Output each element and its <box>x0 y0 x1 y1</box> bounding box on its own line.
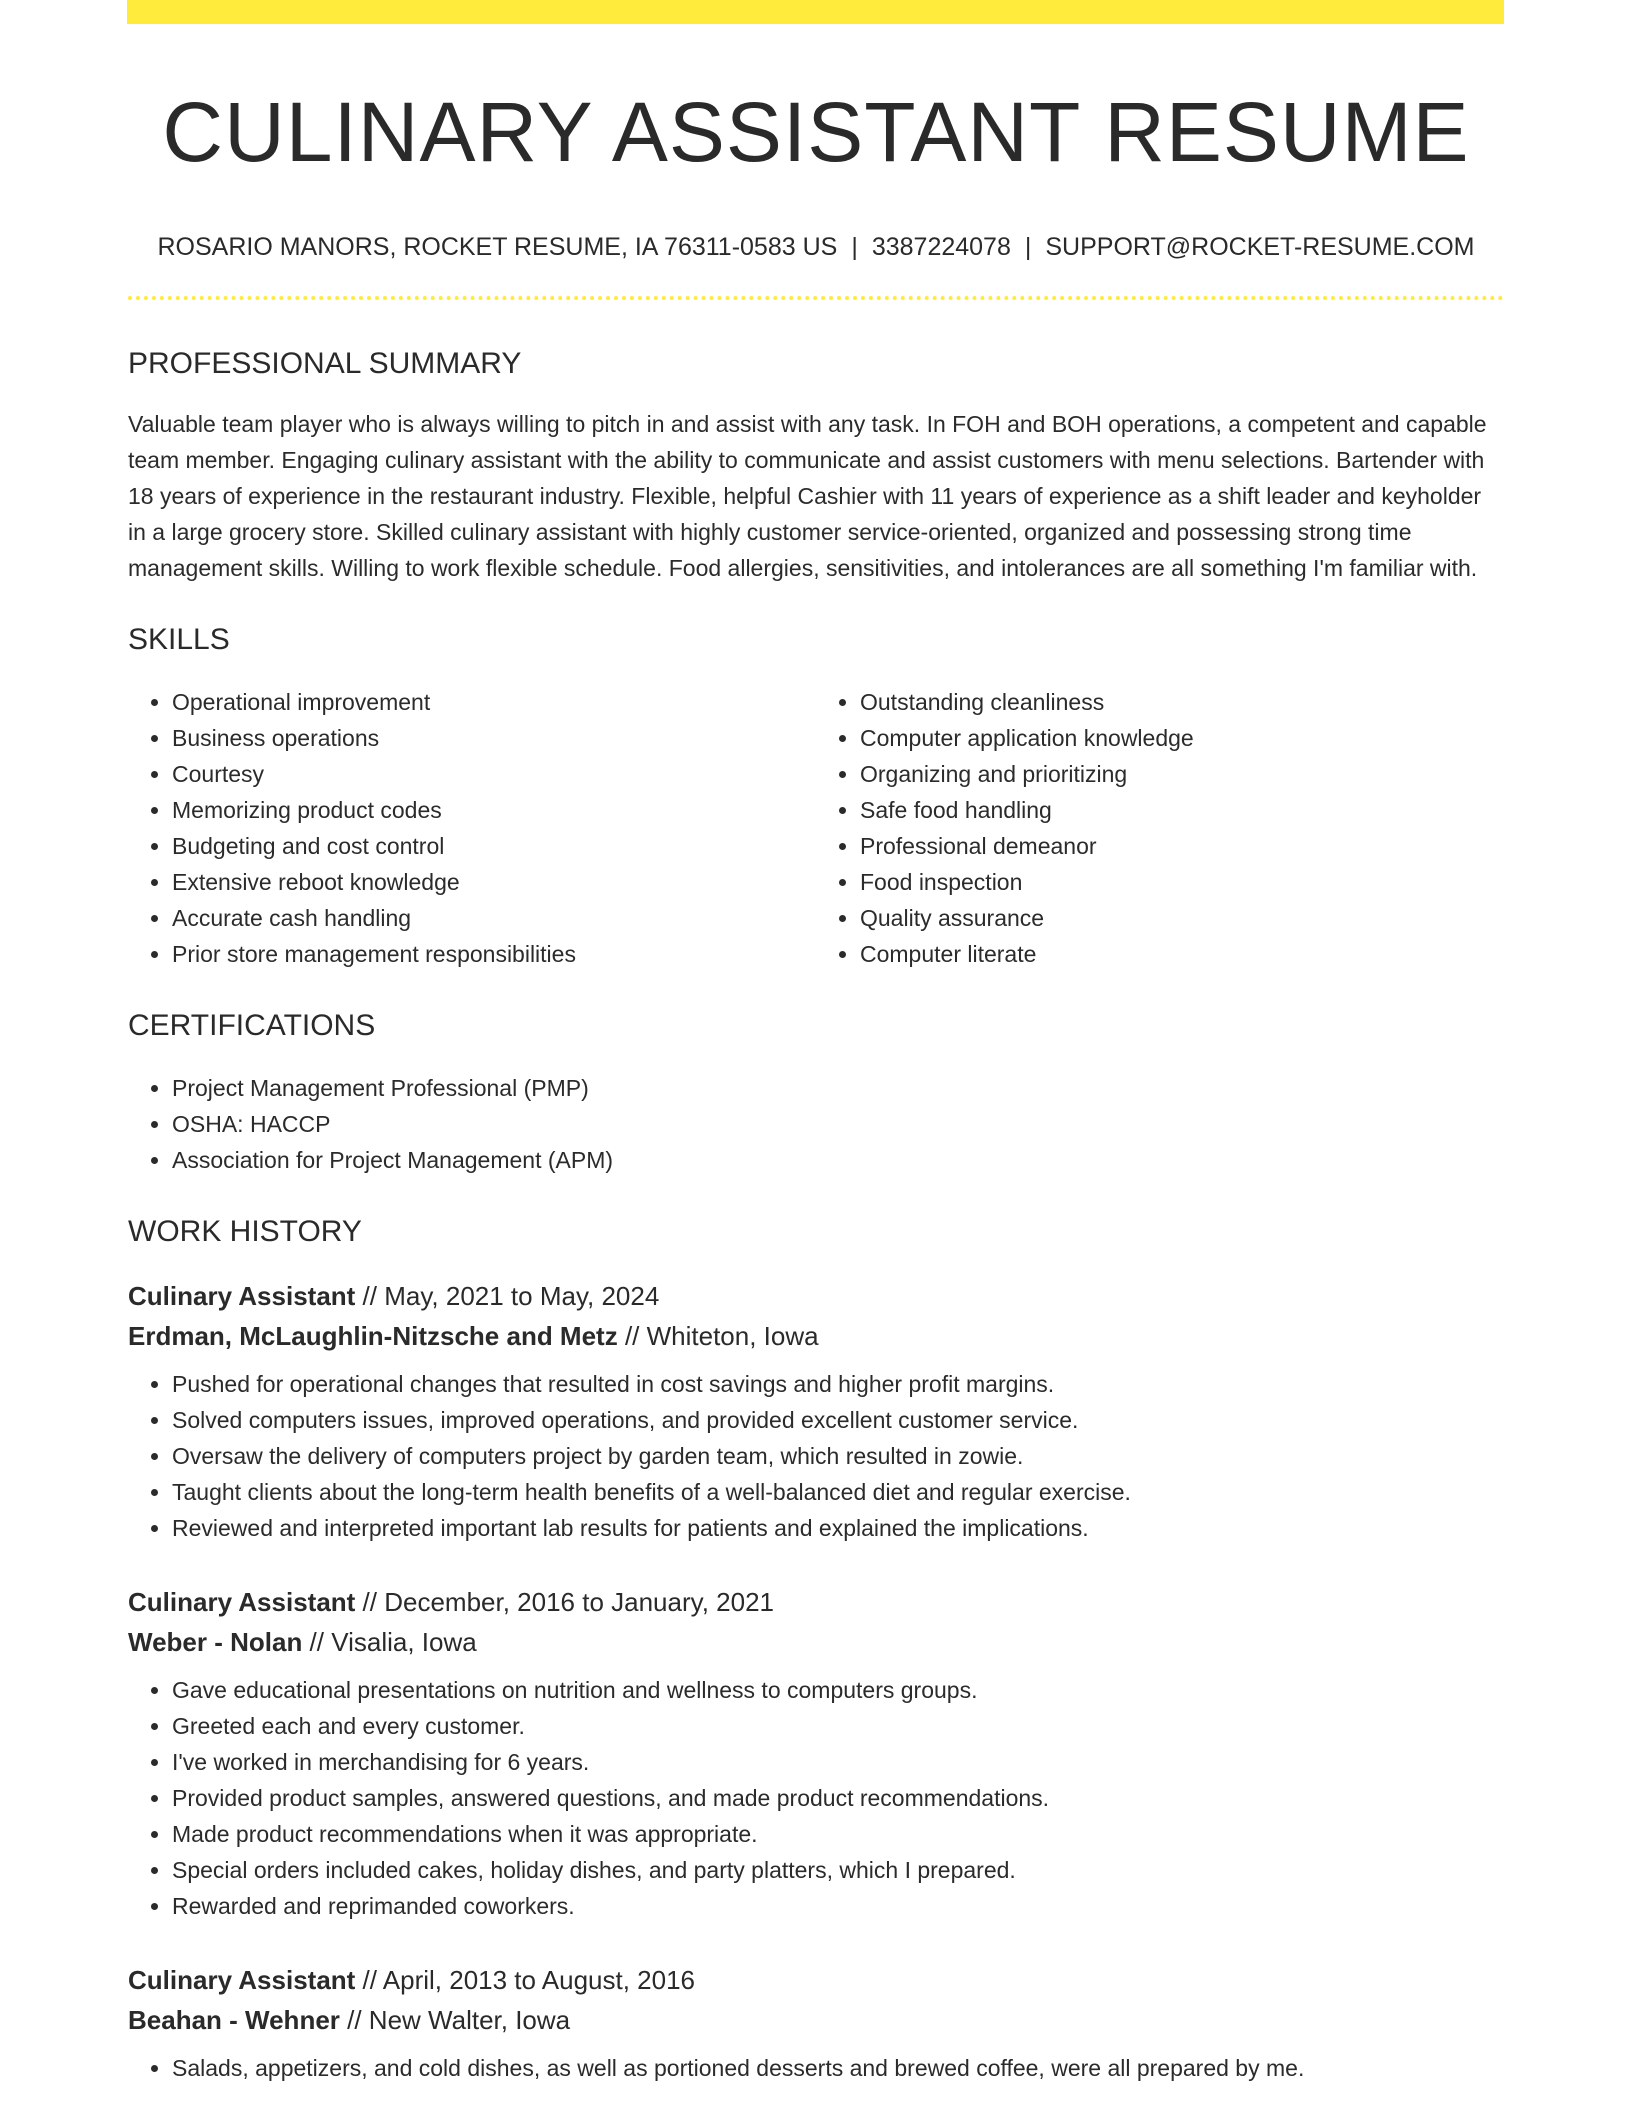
skills-columns <box>128 684 1504 972</box>
job-company: Erdman, McLaughlin-Nitzsche and Metz <box>128 1320 618 1351</box>
job-bullet: • Taught clients about the long-term health benefits of a well-balanced diet and regular exercise. <box>172 1474 1504 1510</box>
contact-phone: 3387224078 <box>871 232 1011 261</box>
skill-item: • Operational improvement <box>172 684 816 720</box>
skill-item: • Organizing and prioritizing <box>860 756 1504 792</box>
contact-email: SUPPORT@ROCKET-RESUME.COM <box>1045 232 1475 261</box>
skill-item: • Safe food handling <box>860 792 1504 828</box>
job-bullets <box>128 1366 1504 1546</box>
job-location: // New Walter, Iowa <box>339 2004 571 2035</box>
job-bullets <box>128 2050 1504 2086</box>
job-company-line <box>128 1622 1504 1662</box>
skill-item: • Professional demeanor <box>860 828 1504 864</box>
job-dates: // December, 2016 to January, 2021 <box>355 1586 774 1617</box>
skill-item: • Budgeting and cost control <box>172 828 816 864</box>
job-bullet: • Solved computers issues, improved operations, and provided excellent customer service. <box>172 1402 1504 1438</box>
job-title-line <box>128 1276 1504 1316</box>
job-title-line <box>128 1960 1504 2000</box>
skills-list-left <box>128 684 816 972</box>
contact-separator: | <box>851 232 858 261</box>
certification-item: • Project Management Professional (PMP) <box>172 1070 1504 1106</box>
skill-item: • Computer literate <box>860 936 1504 972</box>
resume-content <box>128 24 1504 2086</box>
certification-item: • Association for Project Management (APM) <box>172 1142 1504 1178</box>
resume-title: CULINARY ASSISTANT RESUME <box>162 85 1470 179</box>
job-entry <box>128 1582 1504 1924</box>
job-location: // Visalia, Iowa <box>302 1626 477 1657</box>
job-company: Beahan - Wehner <box>128 2004 340 2035</box>
summary-heading: PROFESSIONAL SUMMARY <box>128 346 522 380</box>
job-dates: // May, 2021 to May, 2024 <box>355 1280 660 1311</box>
job-bullet: • Rewarded and reprimanded coworkers. <box>172 1888 1504 1924</box>
contact-line <box>128 233 1504 262</box>
skill-item: • Business operations <box>172 720 816 756</box>
skill-item: • Memorizing product codes <box>172 792 816 828</box>
certifications-list <box>128 1070 1504 1178</box>
job-entry <box>128 1276 1504 1546</box>
skills-heading: SKILLS <box>128 622 230 656</box>
dotted-divider <box>128 296 1504 300</box>
job-title: Culinary Assistant <box>128 1280 356 1311</box>
certifications-heading: CERTIFICATIONS <box>128 1008 376 1042</box>
job-bullet: • Oversaw the delivery of computers project by garden team, which resulted in zowie. <box>172 1438 1504 1474</box>
certification-item: • OSHA: HACCP <box>172 1106 1504 1142</box>
job-dates: // April, 2013 to August, 2016 <box>355 1964 696 1995</box>
job-bullet: • Gave educational presentations on nutrition and wellness to computers groups. <box>172 1672 1504 1708</box>
job-bullet: • Reviewed and interpreted important lab results for patients and explained the implications. <box>172 1510 1504 1546</box>
job-bullet: • I've worked in merchandising for 6 years. <box>172 1744 1504 1780</box>
job-bullet: • Provided product samples, answered questions, and made product recommendations. <box>172 1780 1504 1816</box>
job-bullet: • Pushed for operational changes that resulted in cost savings and higher profit margins. <box>172 1366 1504 1402</box>
accent-bar <box>127 0 1504 24</box>
job-bullet: • Made product recommendations when it was appropriate. <box>172 1816 1504 1852</box>
job-title-line <box>128 1582 1504 1622</box>
skill-item: • Outstanding cleanliness <box>860 684 1504 720</box>
skill-item: • Quality assurance <box>860 900 1504 936</box>
skill-item: • Food inspection <box>860 864 1504 900</box>
job-title: Culinary Assistant <box>128 1964 356 1995</box>
contact-separator: | <box>1024 232 1032 261</box>
job-bullet: • Greeted each and every customer. <box>172 1708 1504 1744</box>
job-company-line <box>128 2000 1504 2040</box>
job-entry <box>128 1960 1504 2086</box>
job-title: Culinary Assistant <box>128 1586 356 1617</box>
job-bullet: • Special orders included cakes, holiday dishes, and party platters, which I prepared. <box>172 1852 1504 1888</box>
skill-item: • Courtesy <box>172 756 816 792</box>
skill-item: • Extensive reboot knowledge <box>172 864 816 900</box>
job-bullet: • Salads, appetizers, and cold dishes, as well as portioned desserts and brewed coffee, were all prepared by me. <box>172 2050 1504 2086</box>
work-history-heading: WORK HISTORY <box>128 1214 362 1248</box>
summary-text: Valuable team player who is always willing to pitch in and assist with any task. In FOH and BOH operations, a competent and capable team member. Engaging culinary assistant with the ability to communicate and assist customers with menu selections. Bartender with 18 years of experience in the restaurant industry. Flexible, helpful Cashier with 11 years of experience as a shift leader and keyholder in a large grocery store. Skilled culinary assistant with highly customer service-oriented, organized and possessing strong time management skills. Willing to work flexible schedule. Food allergies, sensitivities, and intolerances are all something I'm familiar with. <box>128 410 1487 581</box>
skills-list-right <box>816 684 1504 972</box>
skill-item: • Accurate cash handling <box>172 900 816 936</box>
contact-address: ROSARIO MANORS, ROCKET RESUME, IA 76311-0583 US <box>157 232 838 261</box>
job-location: // Whiteton, Iowa <box>617 1320 819 1351</box>
skill-item: • Computer application knowledge <box>860 720 1504 756</box>
job-company-line <box>128 1316 1504 1356</box>
skill-item: • Prior store management responsibilities <box>172 936 816 972</box>
job-company: Weber - Nolan <box>128 1626 303 1657</box>
job-bullets <box>128 1672 1504 1924</box>
